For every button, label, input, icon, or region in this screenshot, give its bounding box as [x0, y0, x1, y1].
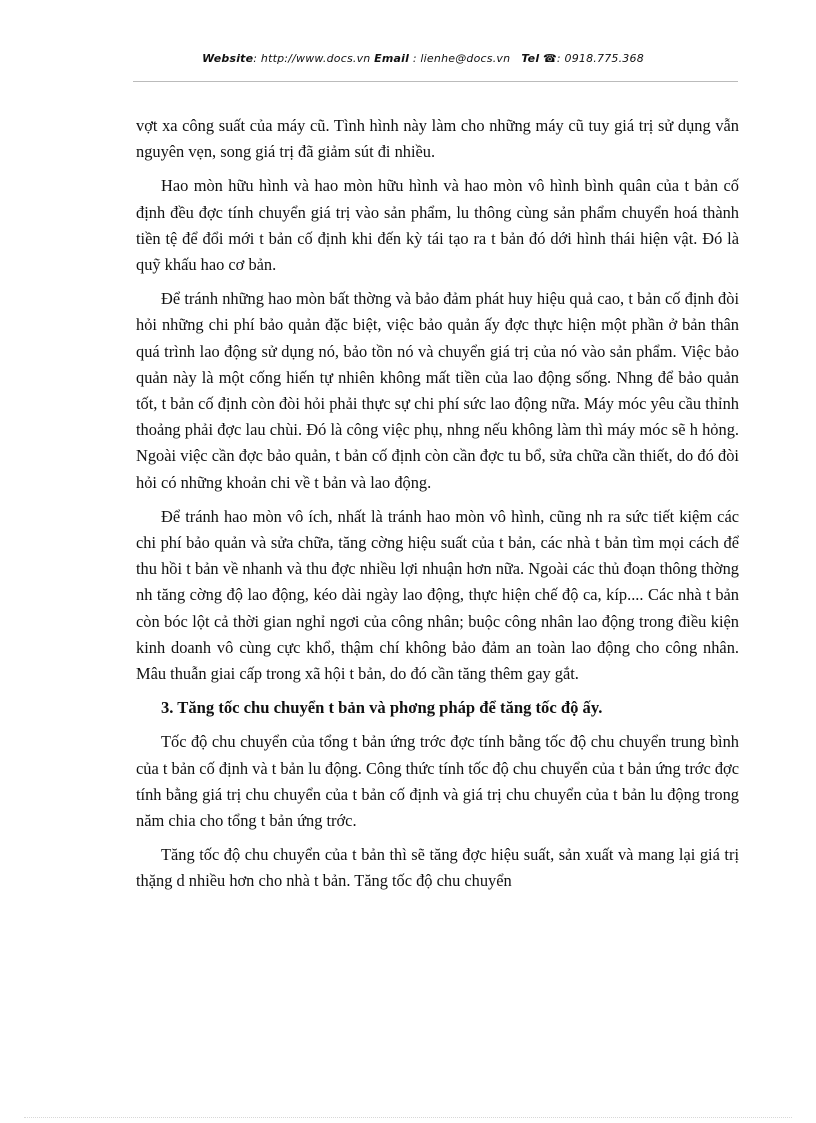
tel-value: : 0918.775.368 — [556, 52, 644, 65]
tel-label: Tel — [521, 52, 540, 65]
paragraph-continuation: vợt xa công suất của máy cũ. Tình hình này làm cho những máy cũ tuy giá trị sử dụng vẫn nguyên vẹn, song giá trị đã giảm sút đi nhiều. — [136, 116, 739, 162]
document-body — [136, 113, 739, 903]
paragraph: Tốc độ chu chuyển của tổng t bản ứng trớc đợc tính bằng tốc độ chu chuyển trung bình của t bản cố định và t bản lu động. Công thức tính tốc độ chu chuyển của t bản ứng trớc đợc tính bằng giá trị chu chuyển của t bản cố định và giá trị chu chuyển của t bản lu động trong năm chia cho tổng t bản ứng trớc. — [136, 732, 739, 831]
footer-divider — [24, 1117, 792, 1118]
website-value: : http://www.docs.vn — [253, 52, 371, 65]
website-label: Website — [202, 52, 254, 65]
paragraph: Hao mòn hữu hình và hao mòn hữu hình và hao mòn vô hình bình quân của t bản cố định đều đợc tính chuyển giá trị vào sản phẩm, lu thông cùng sản phẩm chuyển hoá thành tiền tệ để đổi mới t bản cố định khi đến kỳ tái tạo ra t bản đó dới hình thái hiện vật. Đó là quỹ khấu hao cơ bản. — [136, 176, 739, 275]
email-value: : lienhe@docs.vn — [412, 52, 511, 65]
email-label: Email — [374, 52, 410, 65]
page-header — [0, 52, 816, 65]
paragraph: Để tránh những hao mòn bất thờng và bảo đảm phát huy hiệu quả cao, t bản cố định đòi hỏi những chi phí bảo quản đặc biệt, việc bảo quản ấy đợc thực hiện một phần ở bản thân quá trình lao động sử dụng nó, bảo tồn nó và chuyển giá trị của nó vào sản phẩm. Việc bảo quản này là một cống hiến tự nhiên không mất tiền của lao động sống. Nhng để bảo quản tốt, t bản cố định còn đòi hỏi phải thực sự chi phí sức lao động nữa. Máy móc yêu cầu thỉnh thoảng phải đợc lau chùi. Đó là công việc phụ, nhng nếu không làm thì máy móc sẽ h hỏng. Ngoài việc cần đợc bảo quản, t bản cố định còn cần đợc tu bổ, sửa chữa cần thiết, do đó đòi hỏi có những khoản chi về t bản và lao động. — [136, 289, 739, 492]
paragraph: Tăng tốc độ chu chuyển của t bản thì sẽ tăng đợc hiệu suất, sản xuất và mang lại giá trị thặng d nhiều hơn cho nhà t bản. Tăng tốc độ chu chuyển — [136, 845, 739, 891]
telephone-icon: ☎ — [543, 52, 557, 65]
header-divider — [133, 81, 738, 82]
section-heading: 3. Tăng tốc chu chuyển t bản và phơng pháp để tăng tốc độ ấy. — [161, 698, 603, 718]
paragraph: Để tránh hao mòn vô ích, nhất là tránh hao mòn vô hình, cũng nh ra sức tiết kiệm các chi phí bảo quản và sửa chữa, tăng cờng hiệu suất của t bản, các nhà t bản tìm mọi cách để thu hồi t bản về nhanh và thu đợc nhiều lợi nhuận hơn nữa. Ngoài các thủ đoạn thông thờng nh tăng cờng độ lao động, kéo dài ngày lao động, thực hiện chế độ ca, kíp.... Các nhà t bản còn bóc lột cả thời gian nghỉ ngơi của công nhân; buộc công nhân lao động trong điều kiện kinh doanh vô cùng cực khổ, thậm chí không bảo đảm an toàn lao động cho công nhân. Mâu thuẫn giai cấp trong xã hội t bản, do đó cần tăng thêm gay gắt. — [136, 506, 739, 684]
